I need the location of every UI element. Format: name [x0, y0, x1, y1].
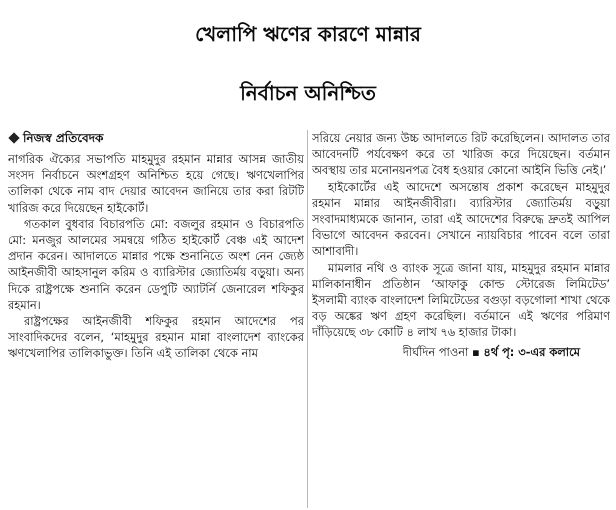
headline-line-1: খেলাপি ঋণের কারণে মান্নার [195, 22, 421, 46]
article-column-left [8, 130, 304, 510]
headline-line-2: নির্বাচন অনিশ্চিত [240, 81, 376, 105]
continuation-line: দীর্ঘদিন পাওনা ▪ ৪র্থ পৃ: ৩-এর কলামে [402, 344, 580, 359]
diamond-bullet-icon [8, 132, 19, 143]
paragraph: রাষ্ট্রপক্ষের আইনজীবী শফিকুর রহমান আদেশের পর সাংবাদিকদের বলেন, ‘মাহমুদুর রহমান মান্না বাংলাদেশ ব্যাংকের ঋণখেলাপির তালিকাভুক্ত। তিনি এই তালিকা থেকে নাম [8, 314, 304, 361]
paragraph: সরিয়ে নেয়ার জন্য উচ্চ আদালতে রিট করেছিলেন। আদালত তার আবেদনটি পর্যবেক্ষণ করে তা খারিজ করে দিয়েছেন। বর্তমান অবস্থায় তার মনোনয়নপত্র বৈধ হওয়ার কোনো আইনি ভিত্তি নেই।’ [312, 131, 610, 178]
article-column-right [312, 130, 610, 510]
paragraph: নাগরিক ঐক্যের সভাপতি মাহমুদুর রহমান মান্নার আসন্ন জাতীয় সংসদ নির্বাচনে অংশগ্রহণ অনিশ্চিত হয়ে গেছে। ঋণখেলাপির তালিকা থেকে নাম বাদ দেয়ার আবেদন জানিয়ে তার করা রিটটি খারিজ করে দিয়েছেন হাইকোর্ট। [8, 152, 304, 215]
column-divider [307, 130, 308, 508]
paragraph: হাইকোর্টের এই আদেশে অসন্তোষ প্রকাশ করেছেন মাহমুদুর রহমান মান্নার আইনজীবীরা। ব্যারিস্টার জ্যোতির্ময় বড়ুয়া সংবাদমাধ্যমকে জানান, তারা এই আদেশের বিরুদ্ধে দ্রুতই আপিল বিভাগে আবেদন করবেন। সেখানে ন্যায়বিচার পাবেন বলে তারা আশাবাদী। [312, 179, 610, 259]
continuation-ref-link[interactable]: ৪র্থ পৃ: ৩-এর কলামে [483, 344, 580, 359]
paragraph: গতকাল বুধবার বিচারপতি মো: বজলুর রহমান ও বিচারপতি মো: মনজুর আলমের সমন্বয়ে গঠিত হাইকোর্ট বেঞ্চ এই আদেশ প্রদান করেন। আদালতে মান্নার পক্ষে শুনানিতে অংশ নেন জ্যেষ্ঠ আইনজীবী আহসানুল করিম ও ব্যারিস্টার জ্যোতির্ময় বড়ুয়া। অন্য দিকে রাষ্ট্রপক্ষে শুনানি করেন ডেপুটি অ্যাটর্নি জেনারেল শফিকুর রহমান। [8, 216, 304, 312]
byline [10, 130, 304, 146]
paragraph: মামলার নথি ও ব্যাংক সূত্রে জানা যায়, মাহমুদুর রহমান মান্নার মালিকানাধীন প্রতিষ্ঠান ‘আফাকু কোল্ড স্টোরেজ লিমিটেড’ ইসলামী ব্যাংক বাংলাদেশ লিমিটেডের বগুড়া বড়গোলা শাখা থেকে বড় অঙ্কের ঋণ গ্রহণ করেছিল। বর্তমানে এই ঋণের পরিমাণ দাঁড়িয়েছে ৩৮ কোটি ৪ লাখ ৭৬ হাজার টাকা। [312, 260, 610, 340]
byline-text: নিজস্ব প্রতিবেদক [23, 131, 104, 145]
continuation-text: দীর্ঘদিন পাওনা [402, 344, 469, 359]
